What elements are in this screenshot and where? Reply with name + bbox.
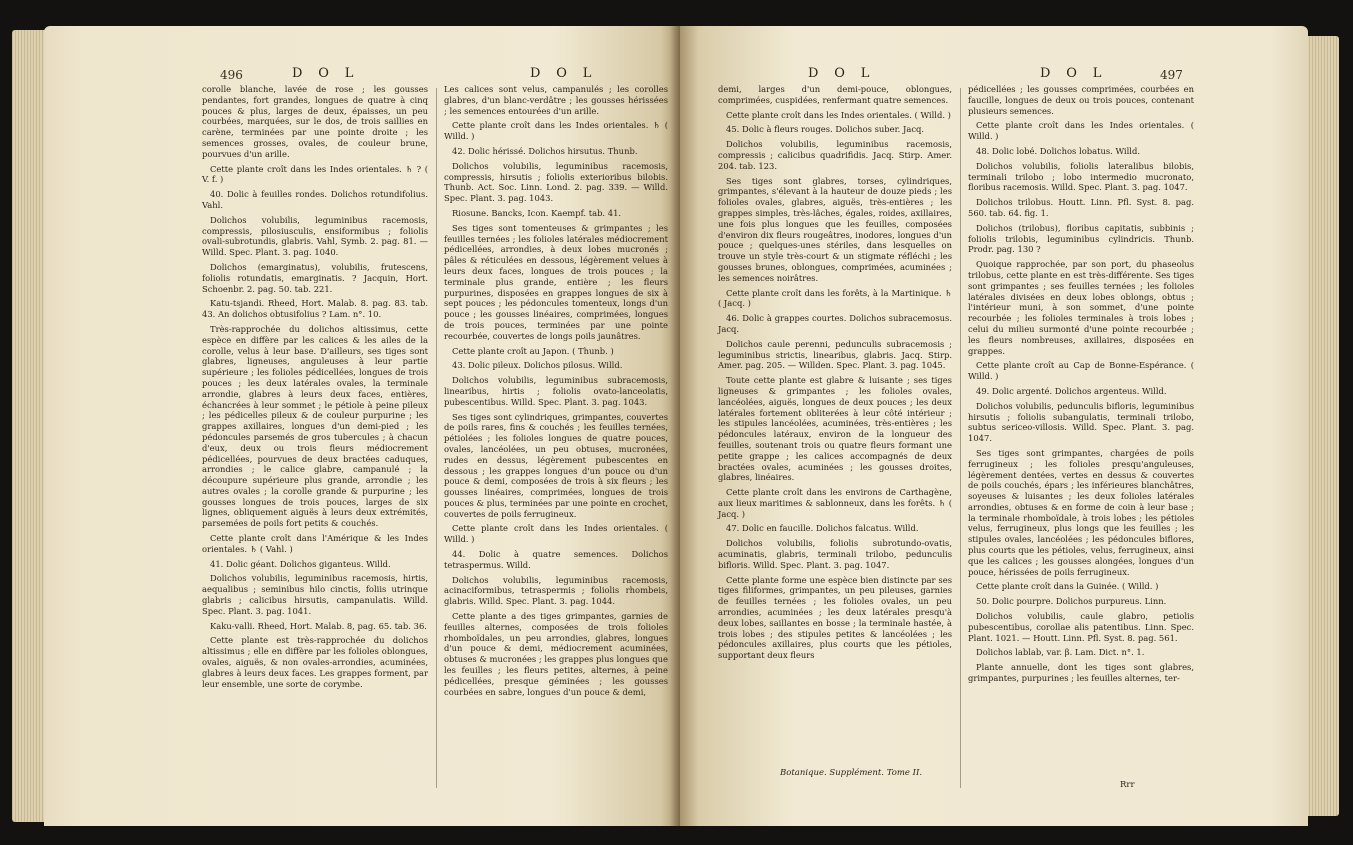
paragraph: Dolichos volubilis, leguminibus subracemosis, linearibus, hirtis ; foliolis ovato-lanceolatis, pubescentibus. Willd. Spec. Plant. 3. pag. 1043.	[444, 375, 668, 407]
signature-mark: Rrr	[1120, 780, 1135, 790]
paragraph: Cette plante croît dans les Indes orientales. ( Willd. )	[968, 120, 1194, 142]
running-head-left-col2: D O L	[530, 66, 598, 81]
paragraph: Dolichos (emarginatus), volubilis, frutescens, foliolis rotundatis, emarginatis. ? Jacquin, Hort. Schoenbr. 2. pag. 50. tab. 221.	[202, 261, 428, 294]
paragraph: 47. Dolic en faucille. Dolichos falcatus. Willd.	[726, 523, 919, 534]
paragraph: Dolichos volubilis, leguminibus racemosis, compressis ; calicibus quadrifidis. Jacq. Stirp. Amer. 204. tab. 123.	[718, 139, 952, 171]
paragraph: Cette plante a des tiges grimpantes, garnies de feuilles alternes, composées de trois folioles rhomboïdales, un peu arrondies, glabres, longues d'un pouce & demi, médiocrement acuminées, obtuses & mucronées ; les grappes plus longues que les feuilles ; les fleurs petites, alternes, à peine pédicellées, presque géminées ; les gousses courbées en sabre, longues d'un pouce & demi,	[444, 611, 668, 697]
paragraph: Dolichos caule perenni, pedunculis subracemosis ; leguminibus strictis, linearibus, glabris. Jacq. Stirp. Amer. pag. 205. — Willden. Spec. Plant. 3. pag. 1045.	[718, 338, 952, 371]
paragraph: Toute cette plante est glabre & luisante ; ses tiges ligneuses & grimpantes ; les folioles ovales, lancéolées, aiguës, longues de deux pouces ; les deux latérales fortement obliterées à leur côté intérieur ; les stipules lancéolées, acuminées, très-entières ; les pédoncules latéraux, environ de la longueur des feuilles, soutenant trois ou quatre fleurs formant une petite grappe ; les calices accompagnés de deux bractées ovales, acuminées ; les gousses droites, glabres, linéaires.	[718, 375, 952, 483]
column-divider-right	[960, 88, 961, 788]
left-page-column-2	[444, 84, 668, 701]
paragraph: Cette plante croît dans les forêts, à la Martinique. ♄ ( Jacq. )	[718, 287, 952, 309]
paragraph: 49. Dolic argenté. Dolichos argenteus. Willd.	[976, 385, 1167, 396]
paragraph: Dolichos (trilobus), floribus capitatis, subbinis ; foliolis trilobis, leguminibus cylindricis. Thunb. Prodr. pag. 130 ?	[968, 222, 1194, 255]
paragraph: Dolichos volubilis, foliolis subrotundo-ovatis, acuminatis, glabris, terminali trilobo, pedunculis bifloris. Willd. Spec. Plant. 3. pag. 1047.	[718, 538, 952, 570]
paragraph: 45. Dolic à fleurs rouges. Dolichos suber. Jacq.	[726, 124, 925, 135]
paragraph: Très-rapprochée du dolichos altissimus, cette espèce en diffère par les calices & les ailes de la corolle, velus à leur base. D'ailleurs, ses tiges sont glabres, ligneuses, anguleuses à leur partie supérieure ; les folioles pédicellées, longues de trois pouces ; les deux latérales ovales, la terminale arrondie, glabres à leurs deux faces, entières, échancrées à leur sommet ; le pétiole à peine pileux ; les pédicelles pileux & de couleur purpurine ; les grappes axillaires, longues d'un demi-pied ; les pédoncules parsemés de gros tubercules ; à chacun d'eux, deux ou trois fleurs médiocrement pédicellées, pourvues de deux bractées caduques, arrondies ; le calice glabre, campanulé ; la découpure supérieure plus grande, arrondie ; les autres ovales ; la corolle grande & purpurine ; les gousses longues de trois pouces, larges de six lignes, obliquement aiguës à leurs deux extrémités, parsemées de poils fort petits & couchés.	[202, 323, 428, 529]
running-head-right-col1: D O L	[808, 66, 876, 81]
paragraph: Ses tiges sont tomenteuses & grimpantes ; les feuilles ternées ; les folioles latérales médiocrement pédicellées, arrondies, à deux lobes mucronés ; pâles & réticulées en dessous, légèrement velues à leurs deux faces, longues de trois pouces ; la terminale plus grande, entière ; les fleurs purpurines, disposées en grappes longues de six à sept pouces ; les pédoncules tomenteux, longs d'un pouce ; les gousses linéaires, comprimées, longues de trois pouces, terminées par une pointe recourbée, couvertes de longs poils jaunâtres.	[444, 222, 668, 341]
paragraph: Dolichos lablab, var. β. Lam. Dict. n°. 1.	[976, 647, 1145, 658]
page-number-right: 497	[1160, 68, 1183, 82]
paragraph: Dolichos volubilis, pedunculis bifloris, leguminibus hirsutis ; foliolis subangulatis, terminali trilobo, subtus sericeo-villosis. Willd. Spec. Plant. 3. pag. 1047.	[968, 400, 1194, 444]
paragraph: Dolichos volubilis, leguminibus racemosis, compressis, hirsutis ; foliolis exterioribus bilobis. Thunb. Act. Soc. Linn. Lond. 2. pag. 339. — Willd. Spec. Plant. 3. pag. 1043.	[444, 160, 668, 204]
paragraph: Cette plante croît dans l'Amérique & les Indes orientales. ♄ ( Vahl. )	[202, 533, 428, 554]
paragraph: Cette plante croît dans les Indes orientales. ( Willd. )	[444, 523, 668, 545]
paragraph: Ses tiges sont glabres, torses, cylindriques, grimpantes, s'élevant à la hauteur de douze pieds ; les folioles ovales, glabres, aiguës, très-entières ; les grappes simples, très-lâches, égales, roides, axillaires, une fois plus longues que les feuilles, composées d'environ dix fleurs rougeâtres, inodores, longues d'un pouce ; quelques-unes stériles, dans lesquelles on trouve un style très-court & un stigmate réfléchi ; les gousses brunes, oblongues, comprimées, acuminées ; les semences noirâtres.	[718, 175, 952, 283]
paragraph: Dolichos volubilis, leguminibus racemosis, compressis, pilosiusculis, ensiformibus ; foliolis ovali-subrotundis, glabris. Vahl, Symb. 2. pag. 81. — Willd. Spec. Plant. 3. pag. 1040.	[202, 214, 428, 258]
right-page-column-1	[718, 84, 952, 665]
paragraph: 42. Dolic hérissé. Dolichos hirsutus. Thunb.	[452, 145, 638, 156]
paragraph: Cette plante croît dans les environs de Carthagène, aux lieux maritimes & sablonneux, dans les forêts. ♄ ( Jacq. )	[718, 487, 952, 519]
paragraph: Plante annuelle, dont les tiges sont glabres, grimpantes, purpurines ; les feuilles alternes, ter-	[968, 662, 1194, 684]
paragraph: Cette plante est très-rapprochée du dolichos altissimus ; elle en diffère par les folioles oblongues, ovales, aiguës, & non ovales-arrondies, acuminées, glabres à leurs deux faces. Les grappes forment, par leur ensemble, une sorte de corymbe.	[202, 635, 428, 689]
paragraph: Cette plante croît au Japon. ( Thunb. )	[452, 345, 614, 356]
paragraph: Quoique rapprochée, par son port, du phaseolus trilobus, cette plante en est très-différente. Ses tiges sont grimpantes ; ses feuilles ternées ; les folioles latérales divisées en deux lobes oblongs, obtus ; l'intérieur muni, à son sommet, d'une pointe recourbée ; les folioles terminales à trois lobes ; celui du milieu surmonté d'une pointe recourbée ; les fleurs nombreuses, axillaires, disposées en grappes.	[968, 259, 1194, 356]
page-number-left: 496	[220, 68, 243, 82]
paragraph: Dolichos volubilis, foliolis lateralibus bilobis, terminali trilobo ; lobo intermedio mucronato, floribus racemosis. Willd. Spec. Plant. 3. pag. 1047.	[968, 160, 1194, 193]
paragraph: Cette plante croît dans les Indes orientales. ♄ ( Willd. )	[444, 120, 668, 142]
paragraph: corolle blanche, lavée de rose ; les gousses pendantes, fort grandes, longues de quatre à cinq pouces & plus, larges de deux, épaisses, un peu courbées, marquées, sur le dos, de trois saillies en carène, terminées par une pointe droite ; les semences grosses, ovales, de couleur brune, pourvues d'un arille.	[202, 84, 428, 159]
column-divider-left	[436, 88, 437, 788]
footer-title: Botanique. Supplément. Tome II.	[780, 768, 923, 778]
paragraph: Cette plante croît dans les Indes orientales. ♄ ? ( V. f. )	[202, 163, 428, 185]
right-page	[680, 26, 1308, 826]
paragraph: 46. Dolic à grappes courtes. Dolichos subracemosus. Jacq.	[718, 313, 952, 334]
paragraph: 50. Dolic pourpre. Dolichos purpureus. Linn.	[976, 596, 1167, 607]
paragraph: Cette plante croît dans la Guinée. ( Willd. )	[976, 581, 1159, 592]
paragraph: Dolichos trilobus. Houtt. Linn. Pfl. Syst. 8. pag. 560. tab. 64. fig. 1.	[968, 197, 1194, 218]
paragraph: Kaku-valli. Rheed, Hort. Malab. 8, pag. 65. tab. 36.	[210, 620, 427, 631]
paragraph: 43. Dolic pileux. Dolichos pilosus. Willd.	[452, 360, 623, 371]
paragraph: Riosune. Bancks, Icon. Kaempf. tab. 41.	[452, 207, 622, 218]
paragraph: Ses tiges sont grimpantes, chargées de poils ferrugineux ; les folioles presqu'anguleuses, légèrement dentées, vertes en dessus & couvertes de poils couchés, épars ; les inférieures blanchâtres, soyeuses & luisantes ; les deux folioles latérales arrondies, obtuses & en forme de coin à leur base ; la terminale rhomboïdale, à trois lobes ; les pétioles velus, ferrugineux, plus longs que les feuilles ; les stipules ovales, lancéolées ; les pédoncules biflores, plus courts que les pétioles, velus, ferrugineux, ainsi que les calices ; les gousses alongées, longues d'un pouce, hérissées de poils ferrugineux.	[968, 447, 1194, 577]
paragraph: 40. Dolic à feuilles rondes. Dolichos rotundifolius. Vahl.	[202, 189, 428, 210]
left-page	[44, 26, 680, 826]
paragraph: demi, larges d'un demi-pouce, oblongues, comprimées, cuspidées, renfermant quatre semences.	[718, 84, 952, 105]
paragraph: Les calices sont velus, campanulés ; les corolles glabres, d'un blanc-verdâtre ; les gousses hérissées ; les semences entourées d'un arille.	[444, 84, 668, 116]
running-head-right-col2: D O L	[1040, 66, 1108, 81]
running-head-left-col1: D O L	[292, 66, 360, 81]
paragraph: 48. Dolic lobé. Dolichos lobatus. Willd.	[976, 145, 1140, 156]
paragraph: Ses tiges sont cylindriques, grimpantes, couvertes de poils rares, fins & couchés ; les feuilles ternées, pétiolées ; les folioles longues de quatre pouces, ovales, lancéolées, un peu obtuses, mucronées, rudes en dessus, légèrement pubescentes en dessous ; les grappes longues d'un pouce ou d'un pouce & demi, composées de trois à six fleurs ; les gousses linéaires, comprimées, longues de trois pouces & plus, terminées par une pointe en crochet, couvertes de poils ferrugineux.	[444, 411, 668, 519]
paragraph: Dolichos volubilis, leguminibus racemosis, acinaciformibus, tetraspermis ; foliolis rhombeis, glabris. Willd. Spec. Plant. 3. pag. 1044.	[444, 574, 668, 607]
paragraph: Cette plante croît dans les Indes orientales. ( Willd. )	[726, 109, 951, 120]
paragraph: 41. Dolic géant. Dolichos giganteus. Willd.	[210, 558, 391, 569]
paragraph: Cette plante forme une espèce bien distincte par ses tiges filiformes, grimpantes, un peu pileuses, garnies de feuilles ternées ; les folioles ovales, un peu arrondies, acuminées ; les deux latérales presqu'à deux lobes, saillantes en bosse ; la terminale hastée, à trois lobes ; des stipules petites & lancéolées ; les pédoncules axillaires, plus courts que les pétioles, supportant deux fleurs	[718, 574, 952, 661]
paragraph: Katu-tsjandi. Rheed, Hort. Malab. 8. pag. 83. tab. 43. An dolichos obtusifolius ? Lam. n°. 10.	[202, 298, 428, 320]
paragraph: 44. Dolic à quatre semences. Dolichos tetraspermus. Willd.	[444, 549, 668, 570]
paragraph: pédicellées ; les gousses comprimées, courbées en faucille, longues de deux ou trois pouces, contenant plusieurs semences.	[968, 84, 1194, 116]
paragraph: Dolichos volubilis, leguminibus racemosis, hirtis, aequalibus ; seminibus hilo cinctis, foliis utrinque glabris ; calicibus hirsutis, campanulatis. Willd. Spec. Plant. 3. pag. 1041.	[202, 573, 428, 616]
paragraph: Dolichos volubilis, caule glabro, petiolis pubescentibus, corollae alis patentibus. Linn. Spec. Plant. 1021. — Houtt. Linn. Pfl. Syst. 8. pag. 561.	[968, 611, 1194, 643]
left-page-column-1	[202, 84, 428, 693]
right-page-column-2	[968, 84, 1194, 688]
paragraph: Cette plante croît au Cap de Bonne-Espérance. ( Willd. )	[968, 360, 1194, 382]
